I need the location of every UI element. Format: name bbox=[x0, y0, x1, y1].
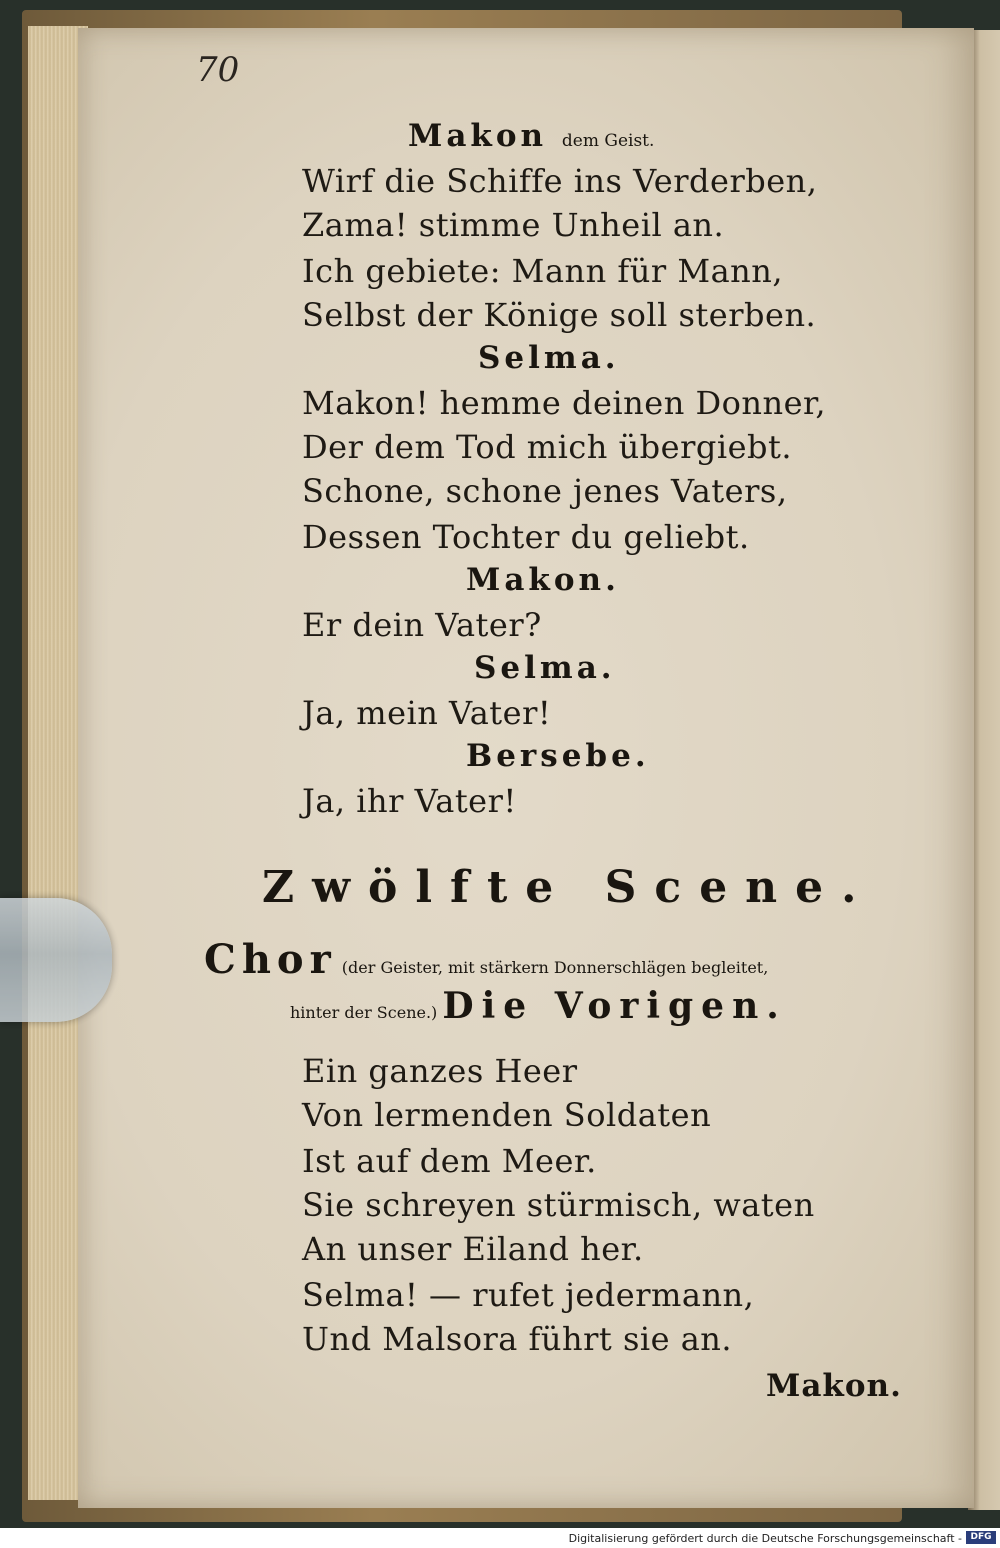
speaker-name: Makon bbox=[408, 118, 548, 154]
verse-line: Selbst der Könige soll sterben. bbox=[302, 296, 817, 334]
verse-line: Ja, ihr Vater! bbox=[302, 782, 517, 820]
verse-line: Ja, mein Vater! bbox=[302, 694, 552, 732]
chor-direction: (der Geister, mit stärkern Donnerschlägen begleitet, bbox=[341, 958, 769, 977]
chor-label: Chor bbox=[204, 936, 337, 983]
verse-line: Ich gebiete: Mann für Mann, bbox=[302, 252, 784, 290]
chorus-line: Selma! — rufet jedermann, bbox=[302, 1276, 755, 1314]
verse-line: Dessen Tochter du geliebt. bbox=[302, 518, 750, 556]
verse-line: Er dein Vater? bbox=[302, 606, 542, 644]
chor-direction-2: hinter der Scene.) bbox=[290, 1003, 438, 1022]
chorus-line: Von lermenden Soldaten bbox=[302, 1096, 712, 1134]
speaker-makon-1 bbox=[408, 118, 654, 154]
dfg-logo: DFG bbox=[966, 1531, 996, 1544]
chorus-line: Und Malsora führt sie an. bbox=[302, 1320, 733, 1358]
verse-line: Makon! hemme deinen Donner, bbox=[302, 384, 826, 422]
speaker-selma-1: Selma. bbox=[478, 340, 620, 376]
chorus-line: Sie schreyen stürmisch, waten bbox=[302, 1186, 815, 1224]
speaker-bersebe: Bersebe. bbox=[466, 738, 650, 774]
hinter-line bbox=[290, 985, 787, 1027]
speaker-selma-2: Selma. bbox=[474, 650, 616, 686]
chorus-line: Ein ganzes Heer bbox=[302, 1052, 578, 1090]
catchword: Makon. bbox=[766, 1368, 902, 1404]
chor-line bbox=[204, 936, 768, 983]
scene-title: Zwölfte Scene. bbox=[262, 862, 875, 913]
book-clamp bbox=[0, 898, 112, 1022]
verse-line: Zama! stimme Unheil an. bbox=[302, 206, 725, 244]
stage-direction: dem Geist. bbox=[561, 131, 655, 151]
verse-line: Schone, schone jenes Vaters, bbox=[302, 472, 788, 510]
die-vorigen: Die Vorigen. bbox=[442, 985, 787, 1027]
page-number: 70 bbox=[196, 50, 240, 90]
verse-line: Der dem Tod mich übergiebt. bbox=[302, 428, 793, 466]
chorus-line: An unser Eiland her. bbox=[302, 1230, 644, 1268]
chorus-line: Ist auf dem Meer. bbox=[302, 1142, 597, 1180]
footer-bar bbox=[0, 1528, 1000, 1548]
footer-credit: Digitalisierung gefördert durch die Deutsche Forschungsgemeinschaft - bbox=[568, 1532, 962, 1545]
speaker-makon-2: Makon. bbox=[466, 562, 620, 598]
verse-line: Wirf die Schiffe ins Verderben, bbox=[302, 162, 818, 200]
